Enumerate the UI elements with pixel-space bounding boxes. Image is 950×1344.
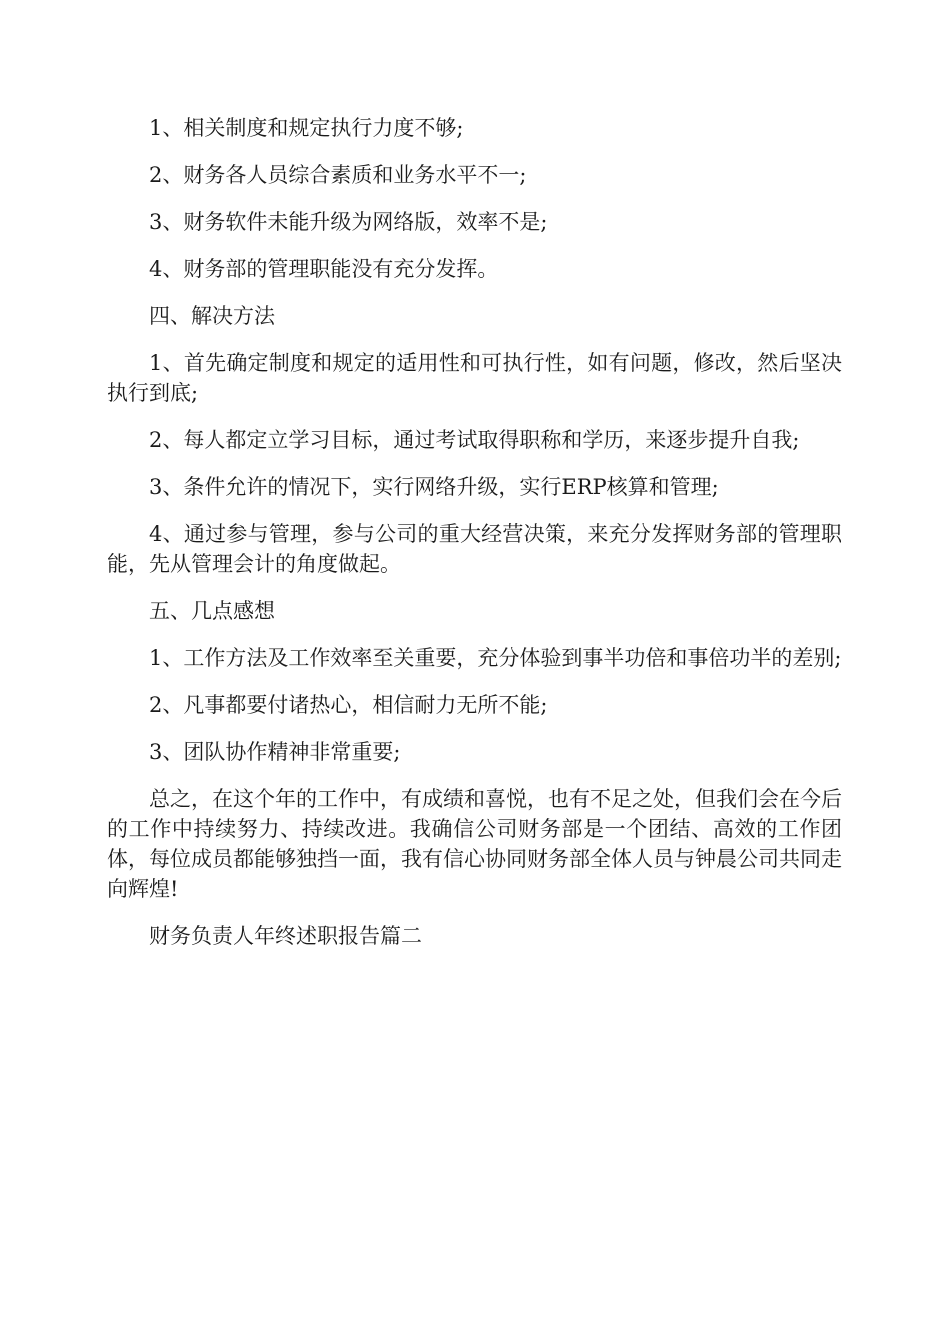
list-item-solution-2: 2、每人都定立学习目标，通过考试取得职称和学历，来逐步提升自我;	[149, 428, 800, 452]
list-item-problem-1: 1、相关制度和规定执行力度不够;	[149, 116, 464, 140]
summary-paragraph: 总之，在这个年的工作中，有成绩和喜悦，也有不足之处，但我们会在今后的工作中持续努力、持续改进。我确信公司财务部是一个团结、高效的工作团体，每位成员都能够独挡一面，我有信心协同财务部全体人员与钟晨公司共同走向辉煌!	[107, 787, 842, 901]
next-section-title: 财务负责人年终述职报告篇二	[149, 924, 422, 948]
list-item-reflection-3: 3、团队协作精神非常重要;	[149, 740, 401, 764]
list-item-reflection-2: 2、凡事都要付诸热心，相信耐力无所不能;	[149, 693, 548, 717]
list-item-reflection-1: 1、工作方法及工作效率至关重要，充分体验到事半功倍和事倍功半的差别;	[149, 646, 842, 670]
list-item-problem-4: 4、财务部的管理职能没有充分发挥。	[149, 257, 499, 281]
list-item-solution-3: 3、条件允许的情况下，实行网络升级，实行ERP核算和管理;	[149, 475, 719, 499]
list-item-problem-2: 2、财务各人员综合素质和业务水平不一;	[149, 163, 527, 187]
list-item-solution-1: 1、首先确定制度和规定的适用性和可执行性，如有问题，修改，然后坚决执行到底;	[107, 351, 842, 405]
list-item-problem-3: 3、财务软件未能升级为网络版，效率不是;	[149, 210, 548, 234]
list-item-solution-4: 4、通过参与管理，参与公司的重大经营决策，来充分发挥财务部的管理职能，先从管理会计的角度做起。	[107, 522, 842, 576]
section-heading-reflections: 五、几点感想	[149, 599, 275, 623]
section-heading-solutions: 四、解决方法	[149, 304, 275, 328]
document-body	[107, 113, 842, 951]
